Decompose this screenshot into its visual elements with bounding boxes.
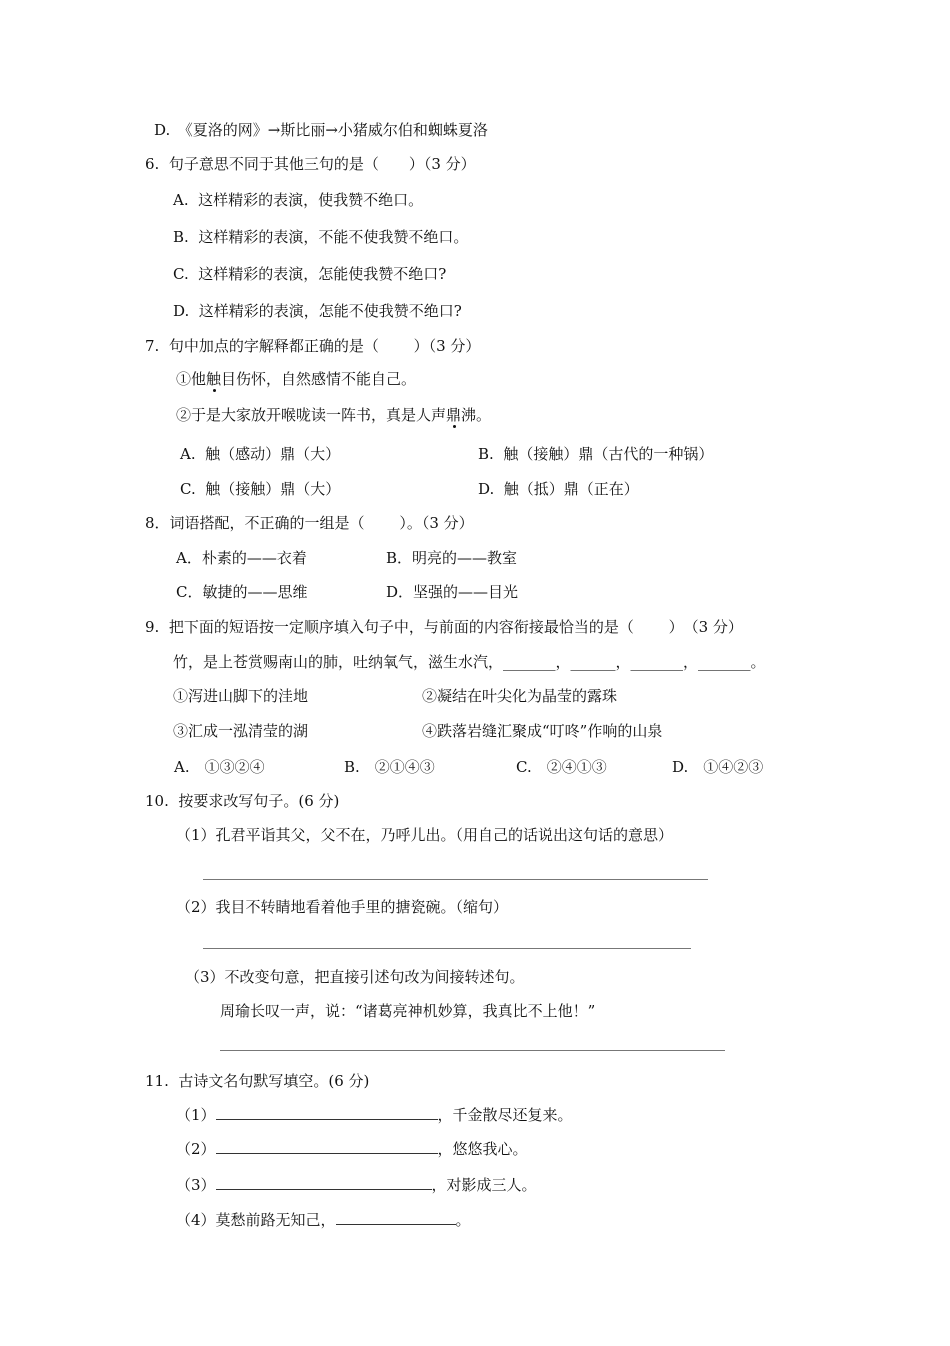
- q11-item-4: （4）莫愁前路无知己， 。: [176, 1211, 471, 1229]
- q11-blank-1[interactable]: [216, 1105, 438, 1120]
- q11-item-2: （2） ，悠悠我心。: [176, 1140, 528, 1158]
- q10-answer-line-1[interactable]: [203, 879, 708, 880]
- q9-option-a: A. ①③②④: [174, 758, 265, 776]
- q9-phrase-3: ③汇成一泓清莹的湖: [173, 722, 309, 740]
- q6-option-c: C. 这样精彩的表演，怎能使我赞不绝口?: [173, 265, 447, 283]
- q9-phrase-4: ④跌落岩缝汇聚成“叮咚”作响的山泉: [422, 722, 663, 740]
- q6-option-d: D. 这样精彩的表演，怎能不使我赞不绝口?: [173, 302, 462, 320]
- q11-stem: 11. 古诗文名句默写填空。(6 分): [145, 1072, 370, 1090]
- q8-stem: 8．词语搭配，不正确的一组是（ ）。（3 分）: [145, 514, 474, 532]
- q6-option-b: B. 这样精彩的表演，不能不使我赞不绝口。: [173, 228, 469, 246]
- q7-dotted-char-2: 鼎: [446, 406, 462, 424]
- q7-dotted-char-1: 触: [206, 370, 222, 388]
- q8-option-b: B．明亮的——教室: [386, 549, 518, 567]
- q11-blank-2[interactable]: [216, 1139, 438, 1154]
- q11-item-1: （1） ，千金散尽还复来。: [176, 1106, 573, 1124]
- q6-option-a: A. 这样精彩的表演，使我赞不绝口。: [173, 191, 424, 209]
- q9-sentence: 竹，是上苍赏赐南山的肺，吐纳氧气，滋生水汽，_______，______，_______，_______。: [173, 653, 766, 671]
- q9-option-c: C. ②④①③: [516, 758, 607, 776]
- q11-blank-3[interactable]: [216, 1175, 432, 1190]
- q10-item-2: （2）我目不转睛地看着他手里的搪瓷碗。（缩句）: [176, 898, 509, 916]
- q5-option-d: D. 《夏洛的网》→斯比丽→小猪威尔伯和蜘蛛夏洛: [154, 121, 488, 139]
- q7-sentence-2: ②于是大家放开喉咙读一阵书，真是人声鼎沸。: [176, 406, 492, 424]
- q9-option-b: B. ②①④③: [344, 758, 435, 776]
- q9-phrase-2: ②凝结在叶尖化为晶莹的露珠: [422, 687, 618, 705]
- q10-item-3-quote: 周瑜长叹一声，说：“诸葛亮神机妙算，我真比不上他！”: [220, 1002, 596, 1020]
- q10-answer-line-2[interactable]: [203, 948, 691, 949]
- q7-sentence-1: ①他触目伤怀，自然感情不能自己。: [176, 370, 417, 388]
- q9-stem: 9. 把下面的短语按一定顺序填入句子中，与前面的内容衔接最恰当的是（ ） （3 分）: [145, 618, 743, 636]
- q11-blank-4[interactable]: [336, 1210, 456, 1225]
- q9-phrase-1: ①泻进山脚下的洼地: [173, 687, 309, 705]
- q6-stem: 6. 句子意思不同于其他三句的是（ ）（3 分）: [145, 155, 476, 173]
- q11-item-3: （3） ，对影成三人。: [176, 1176, 537, 1194]
- q7-option-b: B. 触（接触）鼎（古代的一种锅）: [478, 445, 714, 463]
- q9-option-d: D. ①④②③: [672, 758, 764, 776]
- q8-option-c: C．敏捷的——思维: [176, 583, 308, 601]
- q7-option-d: D. 触（抵）鼎（正在）: [478, 480, 639, 498]
- q10-stem: 10. 按要求改写句子。(6 分): [145, 792, 340, 810]
- q7-stem: 7. 句中加点的字解释都正确的是（ ）（3 分）: [145, 337, 481, 355]
- q10-item-3: （3）不改变句意，把直接引述句改为间接转述句。: [185, 968, 525, 986]
- q7-option-c: C. 触（接触）鼎（大）: [180, 480, 341, 498]
- q8-option-d: D．坚强的——目光: [386, 583, 519, 601]
- q10-answer-line-3[interactable]: [220, 1050, 725, 1051]
- q8-option-a: A．朴素的——衣着: [176, 549, 307, 567]
- q10-item-1: （1）孔君平诣其父，父不在，乃呼儿出。（用自己的话说出这句话的意思）: [176, 826, 674, 844]
- q7-option-a: A. 触（感动）鼎（大）: [180, 445, 341, 463]
